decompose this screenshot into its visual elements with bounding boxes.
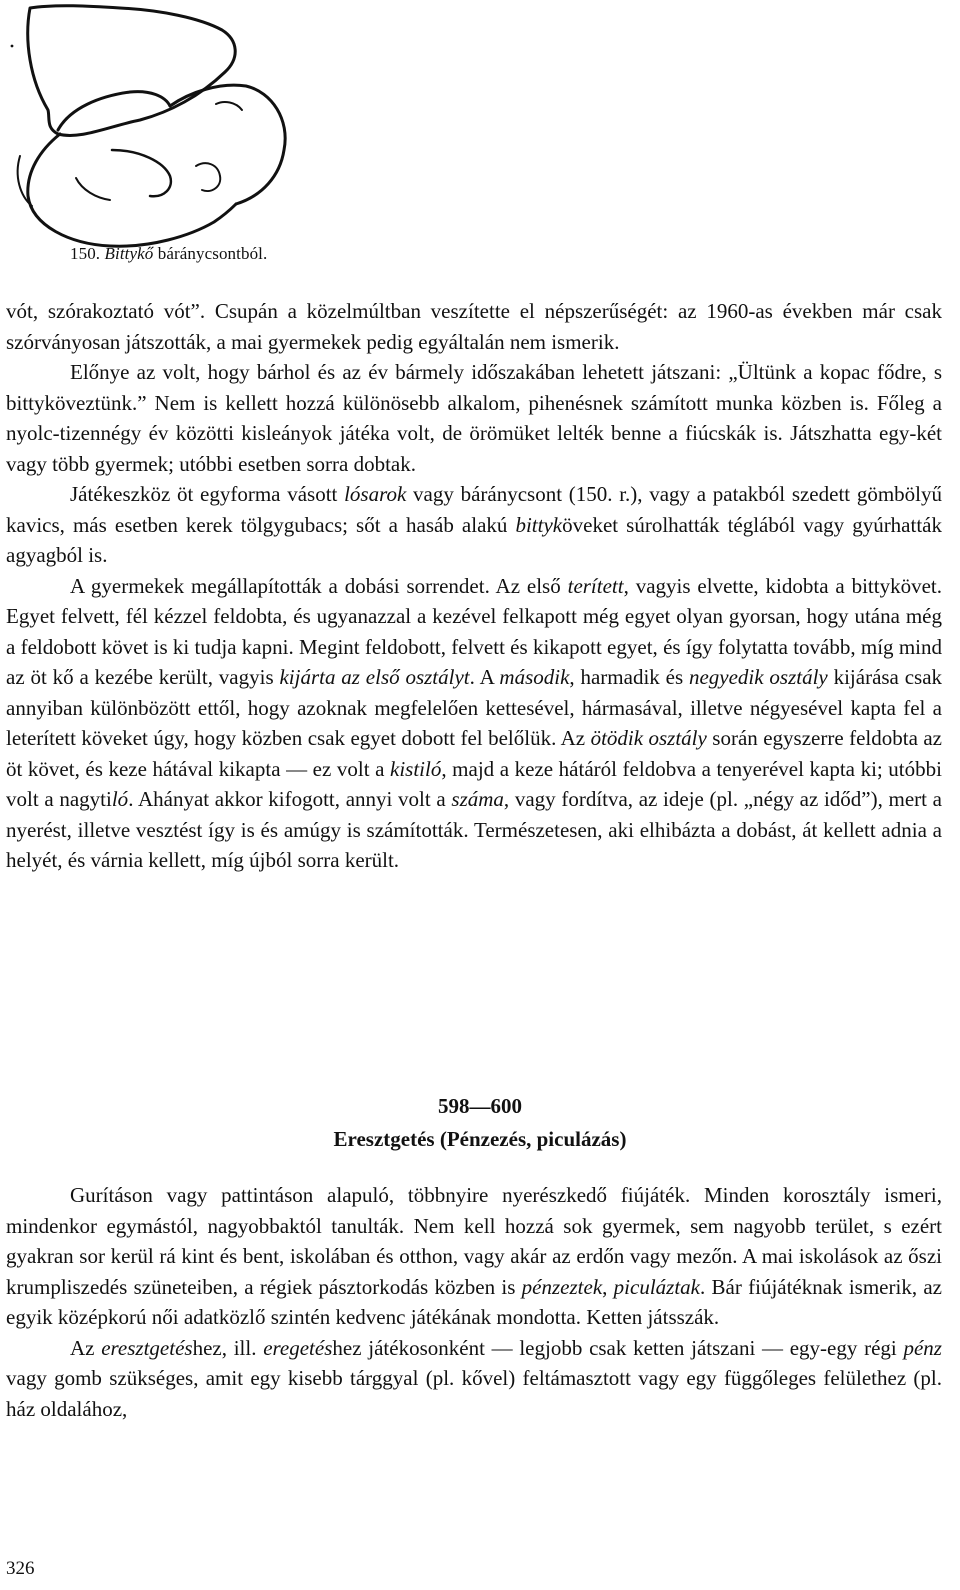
paragraph-5: Gurításon vagy pattintáson alapuló, többnyire nyerészkedő fiújáték. Minden korosztály ismeri, mindenkor egymástól, nagyobbaktól tanulták. Nem kell hozzá sok gyermek, sem nagyobb terület, s ezért gyakran sor kerül rá kint és bent, iskolában és otthon, vagy akár az erdőn vagy mezőn. A mai iskolások az őszi krumpliszedés szüneteiben, a régiek pásztorkodás közben is pénzeztek, piculáztak. Bár fiújátéknak ismerik, az egyik középkorú női adatközlő szintén kedvenc játékának mondotta. Ketten játsszák. xyxy=(6,1183,942,1329)
paragraph-6: Az eresztgetéshez, ill. eregetéshez játékosonként — legjobb csak ketten játszani — egy-egy régi pénz vagy gomb szükséges, amit egy kisebb tárggyal (pl. kővel) feltámasztott vagy egy függőleges felülethez (pl. ház oldalához, xyxy=(6,1335,942,1421)
paragraph-1: vót, szórakoztató vót”. Csupán a közelmúltban veszítette el népszerűségét: az 1960-as években már csak szórványosan játszották, a mai gyermekek pedig egyáltalán nem ismerik. xyxy=(6,299,942,354)
figure-caption xyxy=(70,244,267,264)
paragraph-3: Játékeszköz öt egyforma vásott lósarok vagy báránycsont (150. r.), vagy a patakból szedett gömbölyű kavics, más esetben kerek tölgygubacs; sőt a hasáb alakú bittyköveket súrolhatták téglából vagy gyúrhatták agyagból is. xyxy=(6,482,942,567)
bone-illustration xyxy=(0,0,300,250)
section-number: 598—600 xyxy=(438,1094,522,1118)
paragraph-4: A gyermekek megállapították a dobási sorrendet. Az első terített, vagyis elvette, kidobta a bittykövet. Egyet felvett, fél kézzel feldobta, és ugyanazzal a kezével felkapott még egyet olyan gyorsan, hogy utána még a feldobott követ is ki tudja kapni. Megint feldobott, felvett és kikapott egyet, és így folytatta tovább, míg mind az öt kő a kezébe került, vagyis kijárta az első osztályt. A második, harmadik és negyedik osztály kijárása csak annyiban különbözött ettől, hogy azoknak megfelelően kettesével, hármasával, illetve négyesével kapta fel a leterített köveket úgy, hogy közben csak egyet dobott fel belőlük. Az ötödik osztály során egyszerre feldobta az öt követ, és keze hátával kikapta — ez volt a kistiló, majd a keze hátáról feldobva a tenyerével kapta ki; utóbbi volt a nagytiló. Ahányat akkor kifogott, annyi volt a száma, vagy fordítva, az ideje (pl. „négy az időd”), mert a nyerést, illetve vesztést így is és amúgy is számították. Természetesen, aki elhibázta a dobást, át kellett adnia a helyét, és várnia kellett, míg újból sorra került. xyxy=(6,573,943,872)
section-title: Eresztgetés (Pénzezés, piculázás) xyxy=(333,1127,627,1151)
page-number: 326 xyxy=(6,1558,35,1579)
caption-italic: Bittykő xyxy=(104,244,154,263)
paragraph-2: Előnye az volt, hogy bárhol és az év bármely időszakában lehetett játszani: „Ültünk a kopac fődre, s bittyköveztünk.” Nem is kellett hozzá különösebb alkalom, pihenésnek számított munka közben is. Főleg a nyolc-tizennégy év közötti kisleányok játéka volt, de örömüket lelték benne a fiúcskák is. Játszhatta egy-két vagy több gyermek; utóbbi esetben sorra dobtak. xyxy=(6,360,942,476)
body-text-section-2 xyxy=(6,1180,942,1424)
body-text-section-1 xyxy=(6,296,942,876)
caption-rest: báránycsontból. xyxy=(157,244,268,263)
caption-number: 150. xyxy=(70,244,101,263)
